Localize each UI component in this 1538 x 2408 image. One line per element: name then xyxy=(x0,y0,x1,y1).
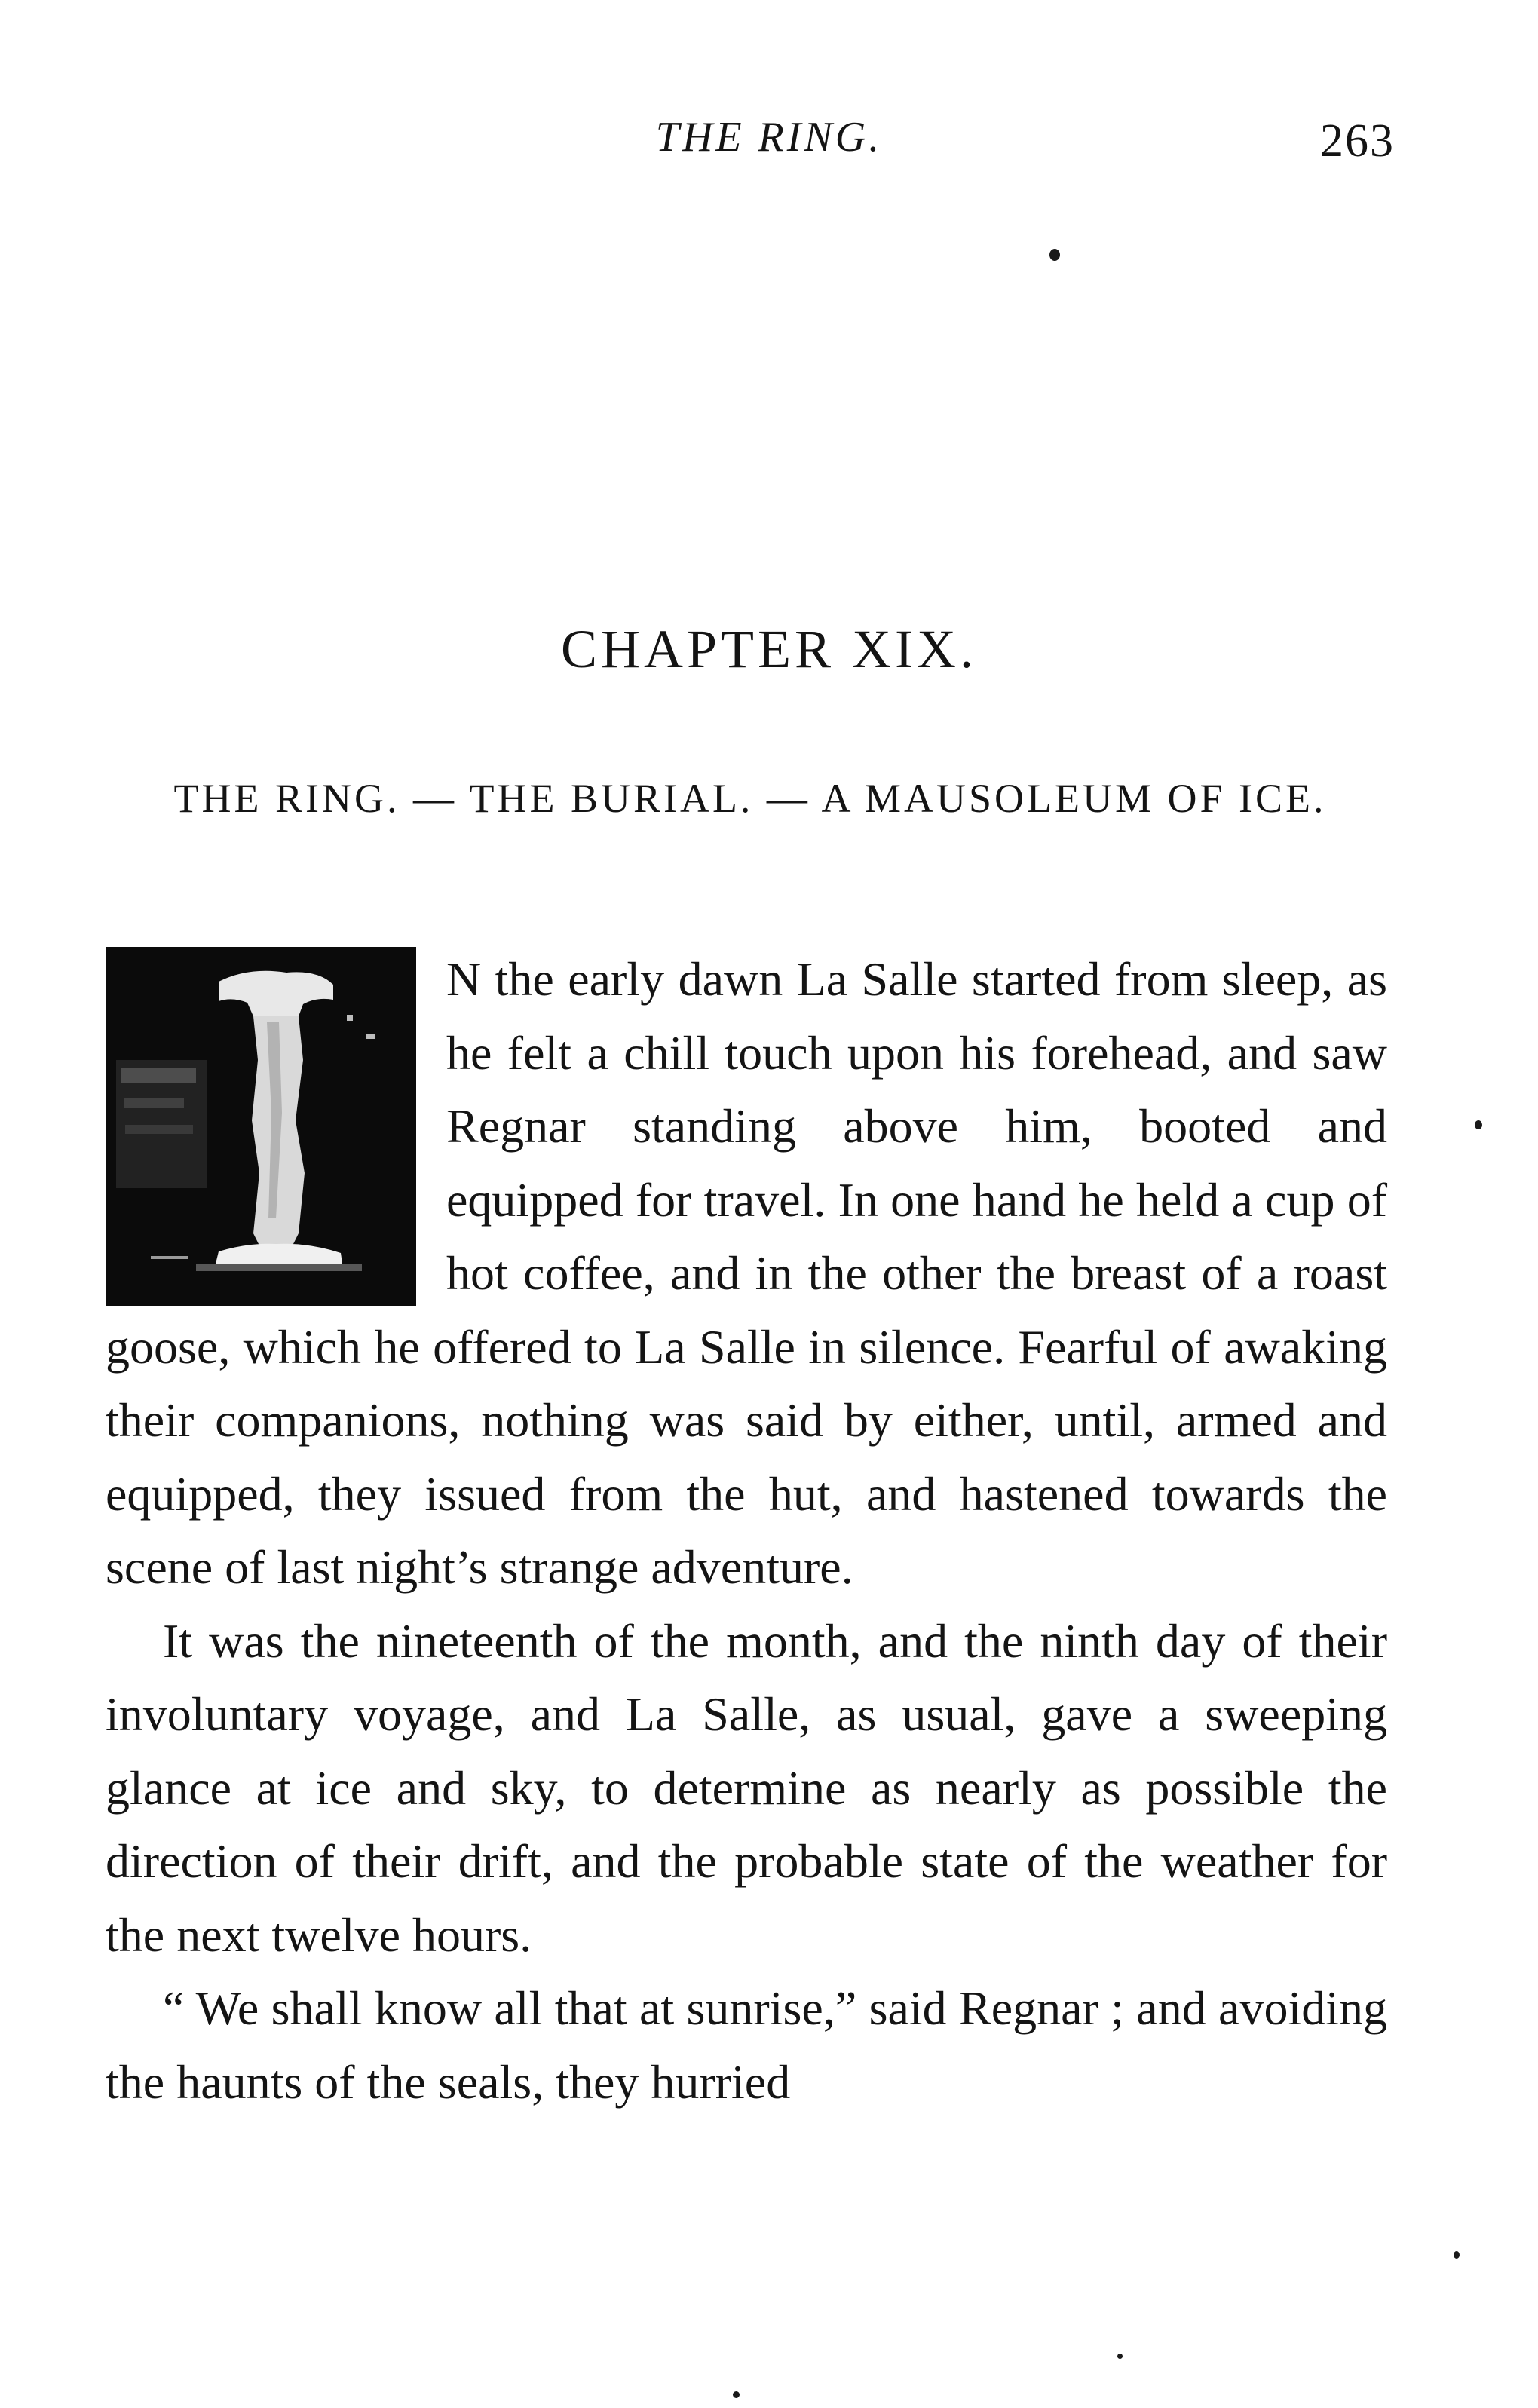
body-text xyxy=(106,942,1387,2118)
running-head xyxy=(0,113,1538,173)
chapter-subtitle: THE RING. — THE BURIAL. — A MAUSOLEUM OF ICE. xyxy=(173,776,1327,821)
ink-speck xyxy=(1049,249,1060,261)
ink-speck xyxy=(733,2391,740,2398)
page-number: 263 xyxy=(1320,115,1395,167)
chapter-number: CHAPTER XIX. xyxy=(560,619,977,679)
running-title: THE RING. xyxy=(655,114,883,161)
drop-cap-illustration xyxy=(106,947,416,1306)
paragraph-2: It was the nineteenth of the month, and the ninth day of their involuntary voyage, and La Salle, as usual, gave a sweeping glance at ice and sky, to determine as nearly as possible the direction of their drift, and the probable state of the weather for the next twelve hours. xyxy=(106,1613,1387,1962)
paragraph-3: “ We shall know all that at sunrise,” said Regnar ; and avoiding the haunts of the seals, they hurried xyxy=(106,1981,1387,2109)
drop-cap-letter-i-image xyxy=(106,947,416,1306)
ink-speck xyxy=(1454,2251,1460,2259)
ink-speck xyxy=(1117,2354,1123,2359)
paragraph-1: N the early dawn La Salle started from sleep, as he felt a chill touch upon his forehead, and saw Regnar standing above him, booted and equipped for travel. In one hand he held a cup of hot coffee, and in the other the breast of a roast goose, which he offered to La Salle in silence. Fearful of awaking their companions, nothing was said by either, until, armed and equipped, they issued from the hut, and hastened towards the scene of last night’s strange adventure. xyxy=(106,952,1387,1594)
ink-speck xyxy=(1475,1120,1482,1129)
